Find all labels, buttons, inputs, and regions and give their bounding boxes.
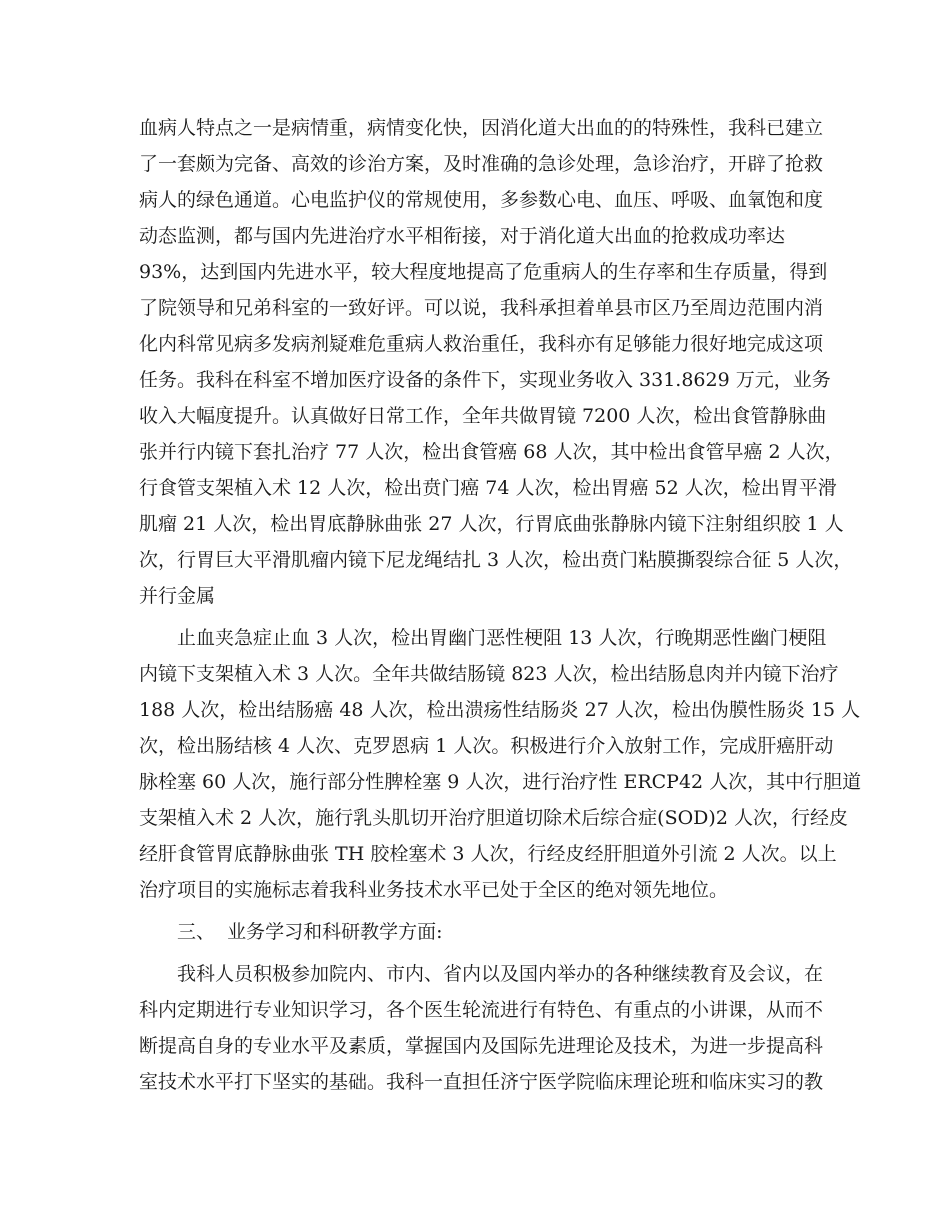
text-line: 病人的绿色通道。心电监护仪的常规使用，多参数心电、血压、呼吸、血氧饱和度 (139, 189, 824, 211)
text-line: 血病人特点之一是病情重，病情变化快，因消化道大出血的的特殊性，我科已建立 (139, 117, 824, 139)
text-line: 动态监测，都与国内先进治疗水平相衔接，对于消化道大出血的抢救成功率达 (139, 225, 786, 247)
text-line: 室技术水平打下坚实的基础。我科一直担任济宁医学院临床理论班和临床实习的教 (139, 1071, 824, 1093)
text-line: 断提高自身的专业水平及素质，掌握国内及国际先进理论及技术，为进一步提高科 (139, 1035, 824, 1057)
text-line: 了一套颇为完备、高效的诊治方案，及时准确的急诊处理，急诊治疗，开辟了抢救 (139, 153, 824, 175)
text-line: 次，检出肠结核 4 人次、克罗恩病 1 人次。积极进行介入放射工作，完成肝癌肝动 (139, 735, 834, 757)
text-line: 治疗项目的实施标志着我科业务技术水平已处于全区的绝对领先地位。 (139, 879, 729, 901)
text-line: 任务。我科在科室不增加医疗设备的条件下，实现业务收入 331.8629 万元，业务 (139, 369, 831, 391)
text-line: 了院领导和兄弟科室的一致好评。可以说，我科承担着单县市区乃至周边范围内消 (139, 297, 824, 319)
text-line: 张并行内镜下套扎治疗 77 人次，检出食管癌 68 人次，其中检出食管早癌 2 人次， (139, 441, 844, 463)
paragraph-first-line: 我科人员积极参加院内、市内、省内以及国内举办的各种继续教育及会议，在 (177, 963, 824, 985)
text-line: 化内科常见病多发病剂疑难危重病人救治重任，我科亦有足够能力很好地完成这项 (139, 333, 824, 355)
paragraph-first-line: 止血夹急症止血 3 人次，检出胃幽门恶性梗阻 13 人次，行晚期恶性幽门梗阻 (177, 627, 827, 649)
text-line: 188 人次，检出结肠癌 48 人次，检出溃疡性结肠炎 27 人次，检出伪膜性肠炎 15 人 (139, 699, 861, 721)
text-line: 并行金属 (139, 585, 216, 607)
text-line: 93%，达到国内先进水平，较大程度地提高了危重病人的生存率和生存质量，得到 (139, 261, 828, 283)
text-line: 内镜下支架植入术 3 人次。全年共做结肠镜 823 人次，检出结肠息肉并内镜下治疗 (139, 663, 839, 685)
text-line: 经肝食管胃底静脉曲张 TH 胶栓塞术 3 人次，行经皮经肝胆道外引流 2 人次。以上 (139, 843, 837, 865)
section-heading: 三、 业务学习和科研教学方面: (177, 921, 443, 943)
text-line: 肌瘤 21 人次，检出胃底静脉曲张 27 人次，行胃底曲张静脉内镜下注射组织胶 1 人 (139, 513, 844, 535)
text-line: 脉栓塞 60 人次，施行部分性脾栓塞 9 人次，进行治疗性 ERCP42 人次，其中行胆道 (139, 771, 862, 793)
text-line: 收入大幅度提升。认真做好日常工作，全年共做胃镜 7200 人次，检出食管静脉曲 (139, 405, 827, 427)
text-line: 行食管支架植入术 12 人次，检出贲门癌 74 人次，检出胃癌 52 人次，检出胃平滑 (139, 477, 837, 499)
text-line: 科内定期进行专业知识学习，各个医生轮流进行有特色、有重点的小讲课，从而不 (139, 999, 824, 1021)
text-line: 支架植入术 2 人次，施行乳头肌切开治疗胆道切除术后综合症(SOD)2 人次，行经皮 (139, 807, 848, 829)
text-line: 次，行胃巨大平滑肌瘤内镜下尼龙绳结扎 3 人次，检出贲门粘膜撕裂综合征 5 人次， (139, 549, 853, 571)
